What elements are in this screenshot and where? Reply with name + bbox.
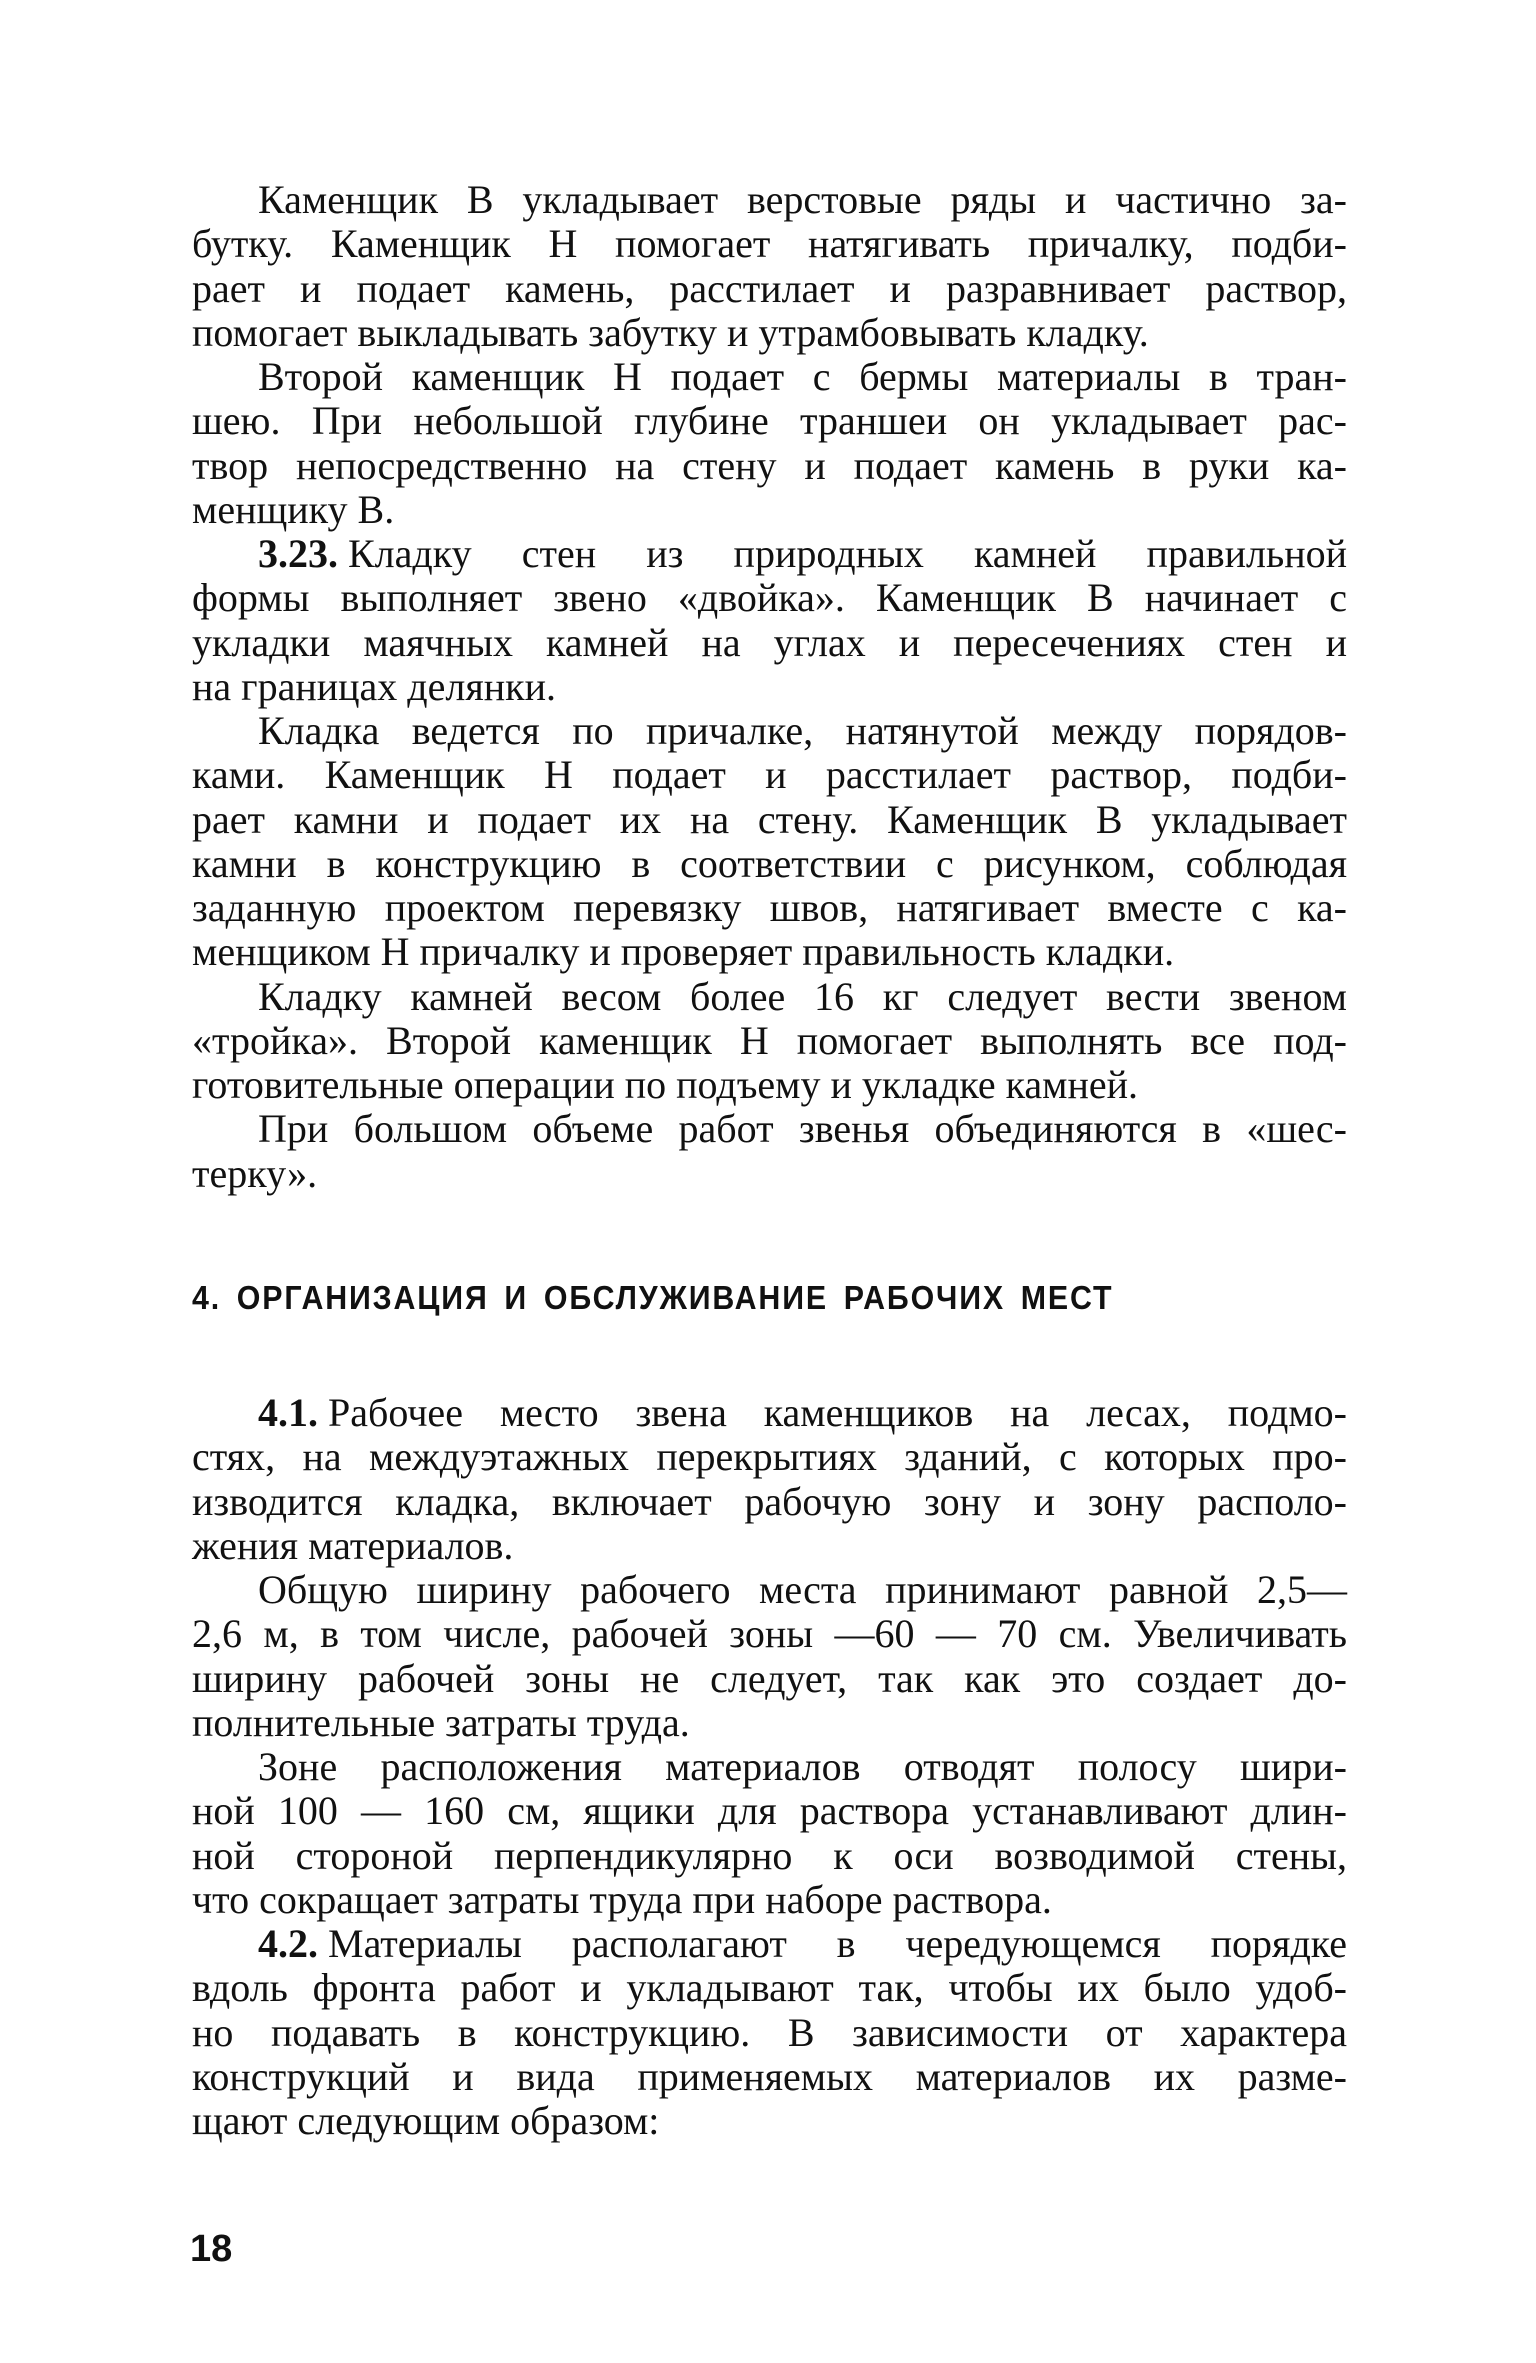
line-text: твор непосредственно на стену и подает камень в руки ка- xyxy=(192,442,1347,488)
text-line xyxy=(192,2055,1347,2099)
line-text: помогает выкладывать забутку и утрамбовывать кладку. xyxy=(192,309,1149,355)
line-text: жения материалов. xyxy=(192,1522,514,1568)
text-line xyxy=(192,798,1347,842)
text-line xyxy=(192,399,1347,443)
text-line xyxy=(192,1107,1347,1151)
line-text: рает и подает камень, расстилает и разравнивает раствор, xyxy=(192,265,1347,311)
line-text: «тройка». Второй каменщик Н помогает выполнять все под- xyxy=(192,1017,1347,1063)
text-line xyxy=(192,1480,1347,1524)
paragraph xyxy=(192,532,1347,709)
line-text: конструкций и вида применяемых материалов их разме- xyxy=(192,2053,1347,2099)
text-line xyxy=(192,1568,1347,1612)
text-line xyxy=(192,1878,1347,1922)
line-text: щают следующим образом: xyxy=(192,2098,660,2143)
line-text: рает камни и подает их на стену. Каменщик В укладывает xyxy=(192,796,1347,842)
text-line xyxy=(192,178,1347,222)
line-text: шею. При небольшой глубине траншеи он укладывает рас- xyxy=(192,398,1347,444)
line-text: ной стороной перпендикулярно к оси возводимой стены, xyxy=(192,1832,1347,1878)
line-text: укладки маячных камней на углах и пересечениях стен и xyxy=(192,619,1347,665)
line-text: ширину рабочей зоны не следует, так как это создает до- xyxy=(192,1655,1347,1701)
line-text: терку». xyxy=(192,1150,318,1196)
line-text: на границах делянки. xyxy=(192,663,557,709)
paragraph xyxy=(192,178,1347,355)
text-line xyxy=(192,355,1347,399)
text-line xyxy=(192,1391,1347,1435)
text-line xyxy=(192,1745,1347,1789)
text-line xyxy=(192,1435,1347,1479)
line-text: Кладку камней весом более 16 кг следует вести звеном xyxy=(258,973,1347,1019)
line-text: 2,6 м, в том числе, рабочей зоны —60 — 70 см. Увеличивать xyxy=(192,1611,1347,1657)
text-line xyxy=(192,665,1347,709)
text-line xyxy=(192,621,1347,665)
line-text: формы выполняет звено «двойка». Каменщик В начинает с xyxy=(192,575,1347,621)
paragraph xyxy=(192,1568,1347,1745)
text-line xyxy=(192,1922,1347,1966)
text-line xyxy=(192,709,1347,753)
line-text: что сокращает затраты труда при наборе раствора. xyxy=(192,1876,1052,1922)
line-text: камни в конструкцию в соответствии с рисунком, соблюдая xyxy=(192,840,1347,886)
text-line xyxy=(192,1834,1347,1878)
text-line xyxy=(192,2011,1347,2055)
page-number: 18 xyxy=(190,2228,233,2270)
line-text: стях, на междуэтажных перекрытиях зданий, с которых про- xyxy=(192,1434,1347,1480)
line-text: Материалы располагают в чередующемся порядке xyxy=(328,1921,1347,1966)
text-block-bottom xyxy=(192,1391,1347,2143)
line-text: Зоне расположения материалов отводят полосу шири- xyxy=(258,1744,1347,1789)
line-text: ной 100 — 160 см, ящики для раствора устанавливают длин- xyxy=(192,1788,1347,1834)
line-text: Общую ширину рабочего места принимают равной 2,5— xyxy=(258,1567,1347,1612)
text-line xyxy=(192,1524,1347,1568)
text-line xyxy=(192,311,1347,355)
paragraph xyxy=(192,1922,1347,2143)
line-text: Каменщик В укладывает верстовые ряды и частично за- xyxy=(258,177,1347,222)
line-text: но подавать в конструкцию. В зависимости от характера xyxy=(192,2009,1347,2055)
line-text: При большом объеме работ звенья объединяются в «шес- xyxy=(258,1106,1347,1152)
text-line xyxy=(192,1701,1347,1745)
text-line xyxy=(192,886,1347,930)
clause-number: 4.1. xyxy=(258,1390,318,1435)
text-line xyxy=(192,1657,1347,1701)
line-text: ками. Каменщик Н подает и расстилает раствор, подби- xyxy=(192,752,1347,798)
text-line xyxy=(192,1152,1347,1196)
line-text: полнительные затраты труда. xyxy=(192,1699,690,1745)
line-text: бутку. Каменщик Н помогает натягивать причалку, подби- xyxy=(192,221,1347,267)
text-line xyxy=(192,1612,1347,1656)
line-text: вдоль фронта работ и укладывают так, чтобы их было удоб- xyxy=(192,1965,1347,2011)
text-line xyxy=(192,1063,1347,1107)
text-block-top xyxy=(192,178,1347,1196)
text-line xyxy=(192,488,1347,532)
text-line xyxy=(192,975,1347,1019)
line-text: Рабочее место звена каменщиков на лесах, подмо- xyxy=(328,1390,1347,1435)
text-line xyxy=(192,222,1347,266)
line-text: Кладку стен из природных камней правильной xyxy=(348,531,1347,576)
line-text: Кладка ведется по причалке, натянутой между порядов- xyxy=(258,708,1347,753)
text-line xyxy=(192,444,1347,488)
line-text: менщиком Н причалку и проверяет правильность кладки. xyxy=(192,929,1175,975)
line-text: готовительные операции по подъему и укладке камней. xyxy=(192,1062,1139,1107)
paragraph xyxy=(192,355,1347,532)
paragraph xyxy=(192,709,1347,975)
text-line xyxy=(192,1966,1347,2010)
clause-number: 4.2. xyxy=(258,1921,318,1966)
paragraph xyxy=(192,1745,1347,1922)
line-text: Второй каменщик Н подает с бермы материалы в тран- xyxy=(258,354,1347,399)
text-line xyxy=(192,753,1347,797)
text-line xyxy=(192,2099,1347,2143)
text-line xyxy=(192,842,1347,886)
text-line xyxy=(192,930,1347,974)
clause-number: 3.23. xyxy=(258,531,338,576)
line-text: менщику В. xyxy=(192,486,395,532)
paragraph xyxy=(192,975,1347,1108)
line-text: изводится кладка, включает рабочую зону и зону располо- xyxy=(192,1478,1347,1524)
line-text: заданную проектом перевязку швов, натягивает вместе с ка- xyxy=(192,885,1347,930)
text-line xyxy=(192,532,1347,576)
text-line xyxy=(192,576,1347,620)
text-line xyxy=(192,1789,1347,1833)
text-line xyxy=(192,267,1347,311)
text-line xyxy=(192,1019,1347,1063)
paragraph xyxy=(192,1107,1347,1196)
paragraph xyxy=(192,1391,1347,1568)
section-heading: 4. ОРГАНИЗАЦИЯ И ОБСЛУЖИВАНИЕ РАБОЧИХ МЕСТ xyxy=(192,1279,1114,1316)
